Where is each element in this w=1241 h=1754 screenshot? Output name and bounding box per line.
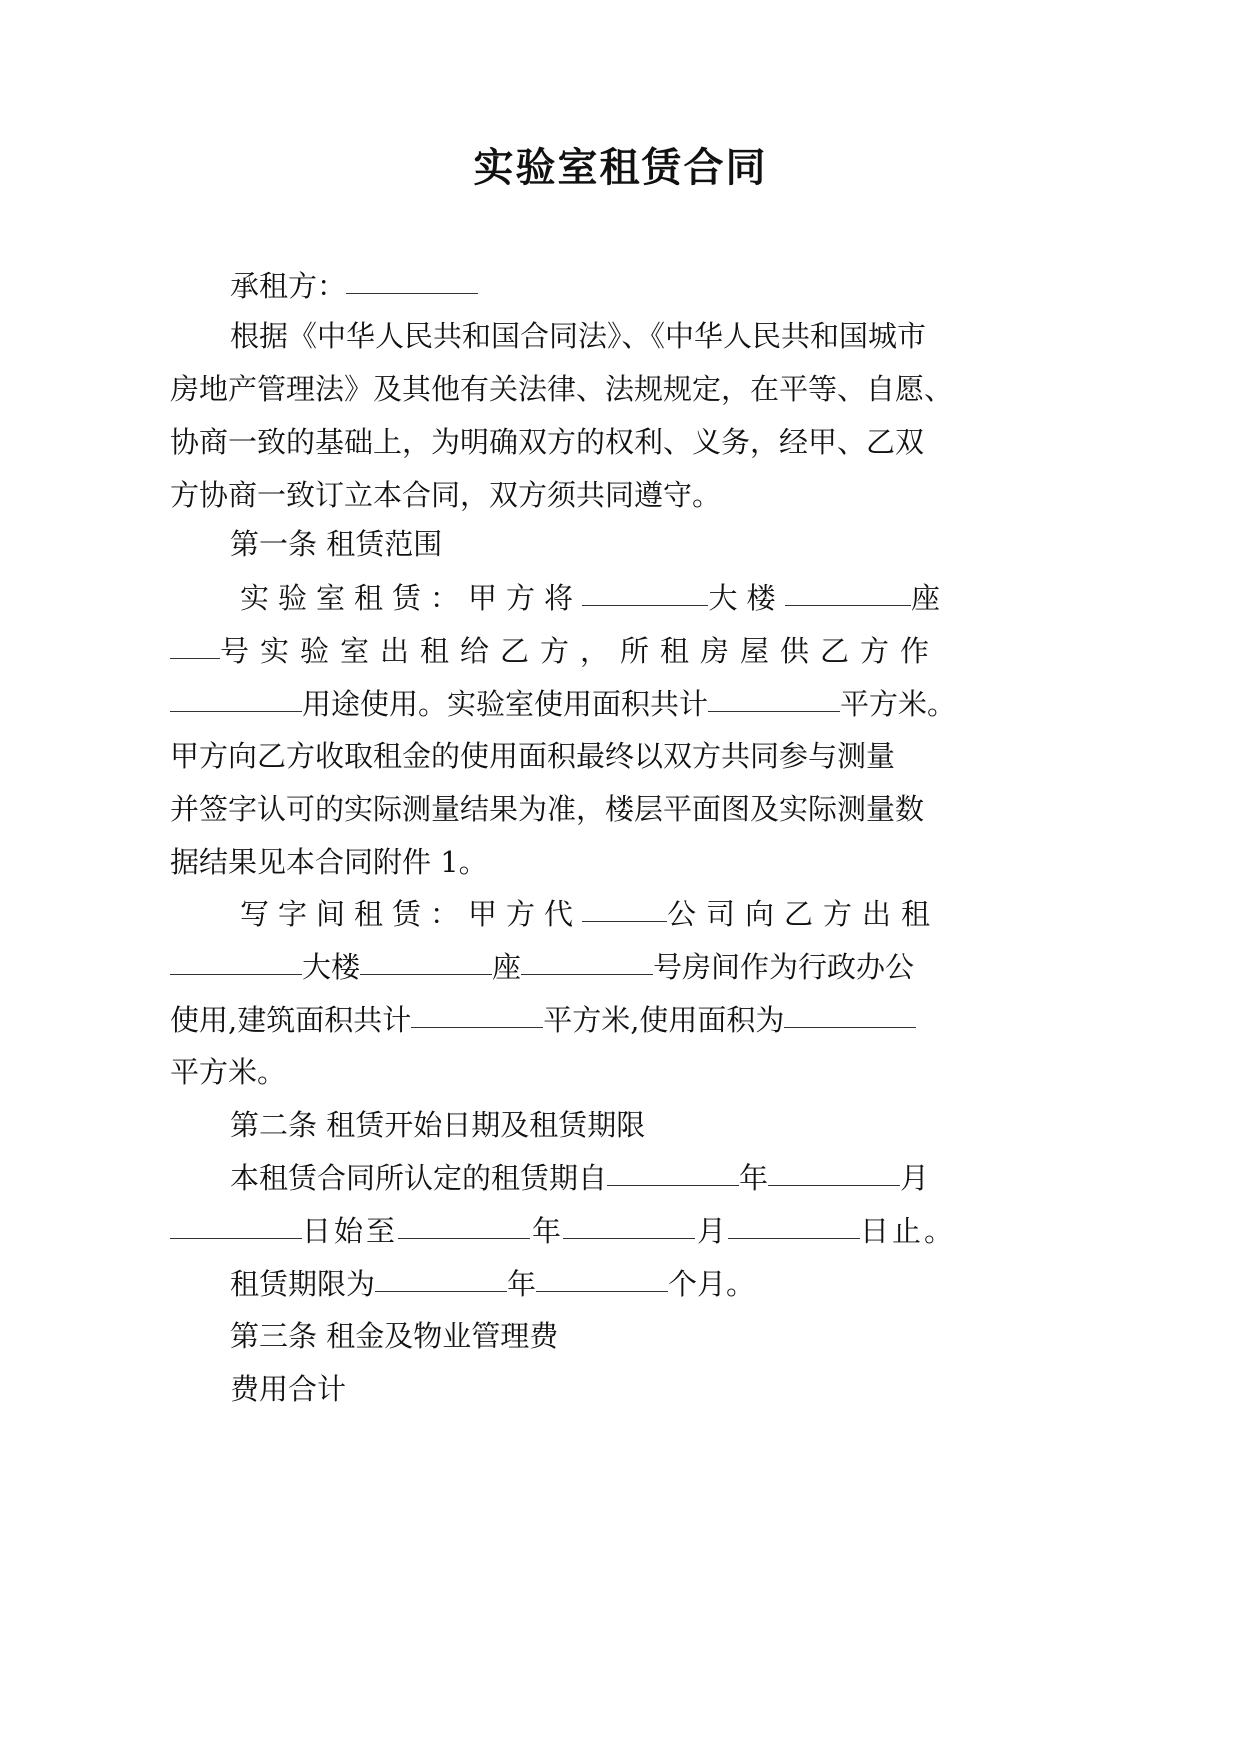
office-text-1: 写字间租赁：甲方代 [240,897,583,931]
term-years-blank [375,1290,507,1292]
lab-text-4: 号实验室出租给乙方，所租房屋供乙方作 [219,634,940,668]
lab-block-blank [785,604,911,606]
lab-line-4: 甲方向乙方收取租金的使用面积最终以双方共同参与测量 [170,739,896,773]
lab-purpose-blank [170,710,302,712]
article3-heading: 第三条 租金及物业管理费 [230,1319,559,1353]
office-line-2 [170,950,915,984]
office-company-blank [582,920,667,922]
term-text-5: 年 [532,1214,562,1248]
lab-line-2 [170,634,940,668]
end-year-blank [398,1237,530,1239]
start-month-blank [768,1184,900,1186]
office-building-area-blank [411,1026,543,1028]
lab-line-6: 据结果见本合同附件 1。 [170,845,488,879]
office-text-6: 使用,建筑面积共计 [170,1003,412,1037]
term-text-2: 年 [739,1161,769,1195]
intro-line-4: 方协商一致订立本合同，双方须共同遵守。 [170,478,722,512]
start-day-blank [170,1237,302,1239]
intro-line-3: 协商一致的基础上，为明确双方的权利、义务，经甲、乙双 [170,425,925,459]
term-text-10: 个月。 [668,1267,756,1301]
office-usable-area-blank [784,1026,916,1028]
lab-area-blank [708,710,840,712]
office-room-blank [521,973,653,975]
document-title: 实验室租赁合同 [473,144,768,191]
term-text-6: 月 [697,1214,727,1248]
term-months-blank [536,1290,668,1292]
lab-text-5: 用途使用。实验室使用面积共计 [302,687,709,721]
term-line-1 [230,1161,930,1195]
office-block-blank [360,973,492,975]
intro-line-1: 根据《中华人民共和国合同法》、《中华人民共和国城市 [230,319,927,353]
office-text-7: 平方米,使用面积为 [543,1003,785,1037]
term-text-1: 本租赁合同所认定的租赁期自 [230,1161,608,1195]
term-line-2 [170,1214,957,1248]
lab-line-5: 并签字认可的实际测量结果为准，楼层平面图及实际测量数 [170,792,925,826]
lessee-label: 承租方： [230,269,347,303]
term-text-3: 月 [900,1161,930,1195]
lab-text-6: 平方米。 [840,687,957,721]
start-year-blank [607,1184,739,1186]
article1-heading: 第一条 租赁范围 [230,527,443,561]
lessee-blank [346,292,478,294]
lab-building-blank [582,604,708,606]
office-text-3: 大楼 [302,950,361,984]
lessee-line [230,269,478,303]
lab-text-2: 大楼 [708,581,785,615]
office-text-2: 公司向乙方出租 [666,897,940,931]
end-day-blank [728,1237,860,1239]
term-text-7: 日止。 [860,1214,957,1248]
office-building-blank [170,973,302,975]
office-line-1 [240,897,940,931]
term-text-8: 租赁期限为 [230,1267,376,1301]
lab-text-1: 实验室租赁：甲方将 [240,581,583,615]
fee-total-label: 费用合计 [230,1372,347,1406]
lab-room-blank [170,657,220,659]
end-month-blank [563,1237,695,1239]
office-text-4: 座 [492,950,522,984]
term-line-3 [230,1267,756,1301]
intro-line-2: 房地产管理法》及其他有关法律、法规规定，在平等、自愿、 [170,372,954,406]
article2-heading: 第二条 租赁开始日期及租赁期限 [230,1108,646,1142]
office-line-3 [170,1003,916,1037]
term-text-9: 年 [507,1267,537,1301]
lab-line-3 [170,687,957,721]
office-text-5: 号房间作为行政办公 [653,950,915,984]
office-line-4: 平方米。 [170,1055,287,1089]
term-text-4: 日始至 [302,1214,399,1248]
lab-line-1 [240,581,940,615]
lab-text-3: 座 [910,581,940,615]
